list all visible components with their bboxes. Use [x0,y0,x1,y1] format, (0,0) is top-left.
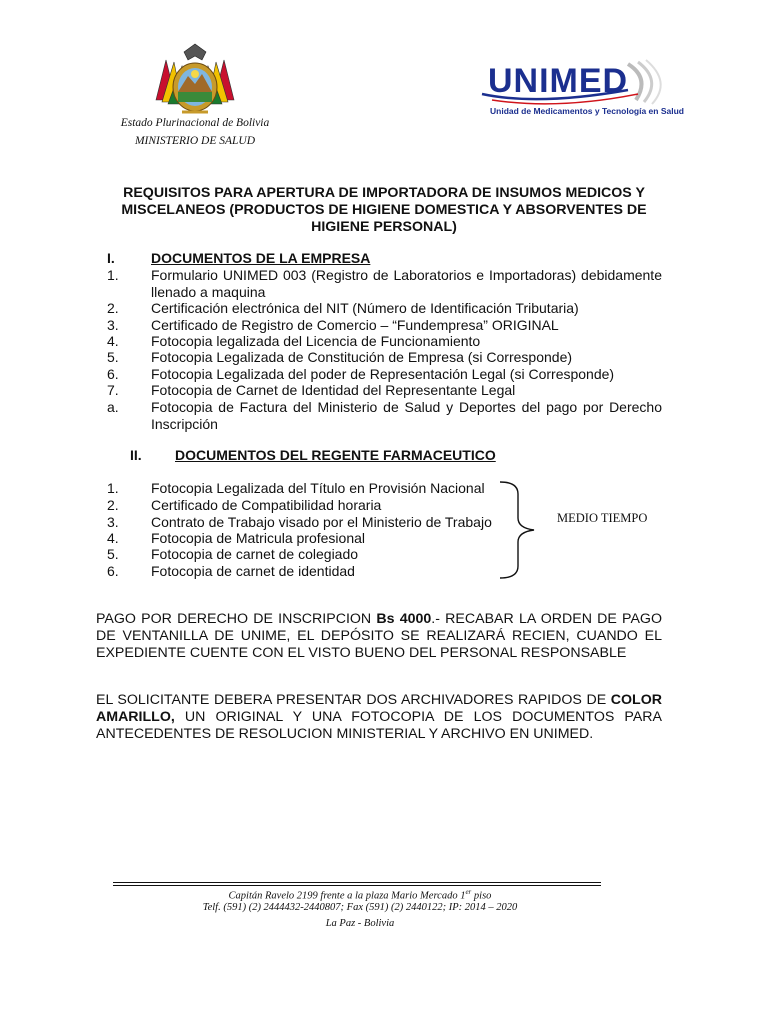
section1-heading: DOCUMENTOS DE LA EMPRESA [151,250,371,266]
state-name: Estado Plurinacional de Bolivia [120,117,270,129]
unimed-logo-text: UNIMED [488,62,629,100]
payment-paragraph: PAGO POR DERECHO DE INSCRIPCION Bs 4000.- RECABAR LA ORDEN DE PAGO DE VENTANILLA DE UNIME, EL DEPÓSITO SE REALIZARÁ RECIEN, CUANDO EL EXPEDIENTE CUENTE CON EL VISTO BUENO DEL PERSONAL RESPONSABLE [96,611,663,661]
applicant-paragraph: EL SOLICITANTE DEBERA PRESENTAR DOS ARCHIVADORES RAPIDOS DE COLOR AMARILLO, UN ORIGINAL Y UNA FOTOCOPIA DE LOS DOCUMENTOS PARA ANTECEDENTES DE RESOLUCION MINISTERIAL Y ARCHIVO EN UNIMED. [96,692,662,742]
list-item: 1. Formulario UNIMED 003 (Registro de Laboratorios e Importadoras) debidamente llenado a maquina [107,267,662,300]
footer-address: Capitán Ravelo 2199 frente a la plaza Mario Mercado 1er piso [228,888,492,902]
document-title-line3: HIGIENE PERSONAL) [311,219,457,235]
section1-number: I. [107,250,115,266]
payment-amount: Bs 4000 [376,611,432,627]
section2-heading: DOCUMENTOS DEL REGENTE FARMACEUTICO [175,447,496,463]
unimed-logo-subtitle: Unidad de Medicamentos y Tecnología en Salud [490,106,684,116]
section2-number: II. [130,447,142,463]
bolivia-coat-of-arms-seal [146,40,244,120]
footer-city: La Paz - Bolivia [325,918,395,929]
document-title-line1: REQUISITOS PARA APERTURA DE IMPORTADORA DE INSUMOS MEDICOS Y [123,185,645,201]
color-requirement: COLOR AMARILLO, [96,692,662,725]
ministry-name: MINISTERIO DE SALUD [134,135,256,147]
curly-brace [498,480,542,580]
unimed-logo [478,56,684,122]
document-title-line2: MISCELANEOS (PRODUCTOS DE HIGIENE DOMESTICA Y ABSORVENTES DE [121,202,647,218]
brace-label: MEDIO TIEMPO [557,511,648,525]
footer-phone: Telf. (591) (2) 2444432-2440807; Fax (591) (2) 2440122; IP: 2014 – 2020 [202,902,518,913]
